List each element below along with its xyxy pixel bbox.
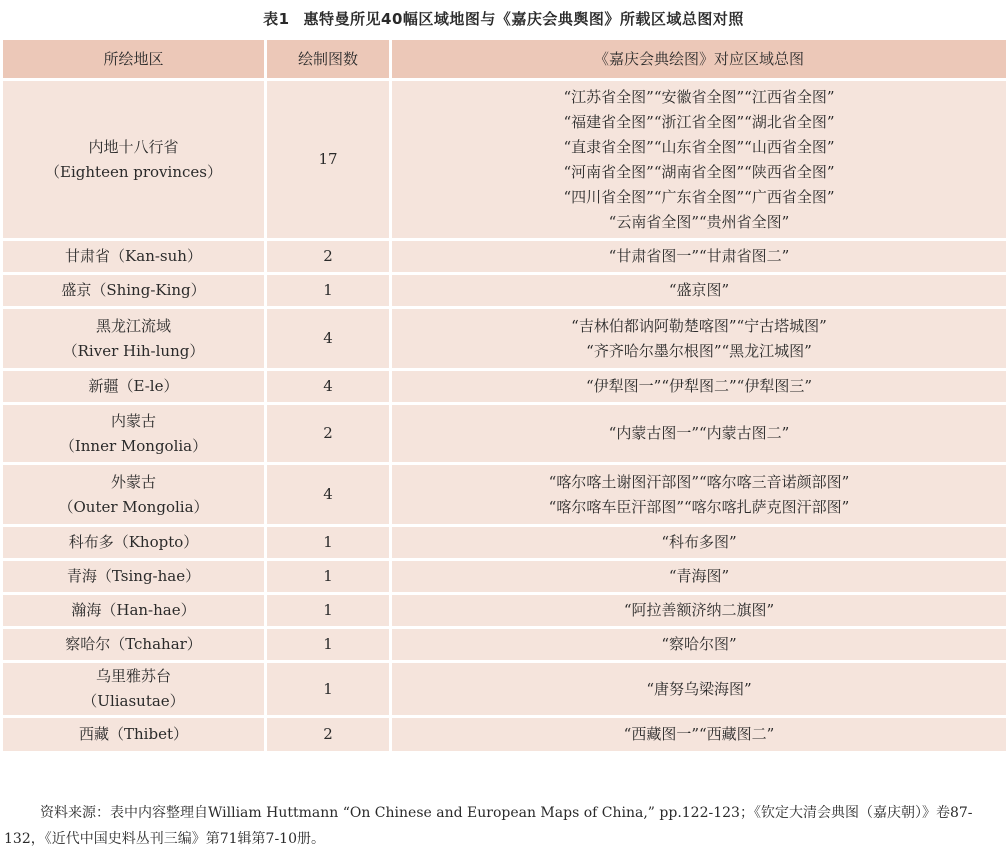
region-cell <box>3 309 267 371</box>
map-count-cell: 1 <box>267 275 392 309</box>
maps-cell <box>392 405 1006 465</box>
table-caption-label: 表1 <box>263 10 290 28</box>
table-row <box>3 275 1006 309</box>
map-title-line: “唐努乌梁海图” <box>646 679 752 698</box>
map-title-line: “青海图” <box>668 567 730 585</box>
map-count-cell: 4 <box>267 371 392 405</box>
maps-cell <box>392 309 1006 371</box>
region-text: 科布多（Khopto） <box>68 533 199 551</box>
region-cell <box>3 527 267 561</box>
header-region: 所绘地区 <box>3 40 267 81</box>
map-title-line: “江苏省全图”“安徽省全图”“江西省全图” <box>563 87 835 106</box>
region-text: （Outer Mongolia） <box>58 497 209 516</box>
map-title-line: “齐齐哈尔墨尔根图”“黑龙江城图” <box>586 341 812 360</box>
comparison-table <box>3 40 1006 754</box>
table-row <box>3 81 1006 241</box>
map-title-line: “河南省全图”“湖南省全图”“陕西省全图” <box>563 162 835 181</box>
region-text: 内蒙古 <box>110 411 156 430</box>
map-count-cell: 2 <box>267 405 392 465</box>
maps-cell <box>392 527 1006 561</box>
region-cell <box>3 241 267 275</box>
map-title-line: “察哈尔图” <box>661 635 737 653</box>
table-row <box>3 465 1006 527</box>
region-cell <box>3 465 267 527</box>
region-cell <box>3 405 267 465</box>
maps-cell <box>392 465 1006 527</box>
header-count: 绘制图数 <box>267 40 392 81</box>
map-title-line: “内蒙古图一”“内蒙古图二” <box>608 424 790 442</box>
table-row <box>3 309 1006 371</box>
table-row <box>3 595 1006 629</box>
region-cell <box>3 275 267 309</box>
table-row <box>3 405 1006 465</box>
map-count-cell: 1 <box>267 561 392 595</box>
region-text: 外蒙古 <box>110 472 156 491</box>
table-row <box>3 629 1006 663</box>
region-text: 黑龙江流域 <box>95 316 171 335</box>
map-title-line: “盛京图” <box>668 281 730 299</box>
map-title-line: “喀尔喀土谢图汗部图”“喀尔喀三音诺颜部图” <box>548 472 850 491</box>
region-text: 西藏（Thibet） <box>79 725 188 743</box>
table-caption <box>0 8 1007 29</box>
map-count-cell: 4 <box>267 465 392 527</box>
table-row <box>3 718 1006 754</box>
map-title-line: “吉林伯都讷阿勒楚喀图”“宁古塔城图” <box>571 316 827 335</box>
maps-cell <box>392 629 1006 663</box>
table-row <box>3 561 1006 595</box>
table-row <box>3 241 1006 275</box>
table-row <box>3 371 1006 405</box>
table-body <box>3 81 1006 754</box>
map-title-line: “福建省全图”“浙江省全图”“湖北省全图” <box>563 112 835 131</box>
map-count-cell: 1 <box>267 629 392 663</box>
region-cell <box>3 81 267 241</box>
header-maps: 《嘉庆会典绘图》对应区域总图 <box>392 40 1006 81</box>
table-row <box>3 527 1006 561</box>
map-title-line: “伊犁图一”“伊犁图二”“伊犁图三” <box>585 377 812 395</box>
map-count-cell: 1 <box>267 527 392 561</box>
map-count-cell: 4 <box>267 309 392 371</box>
region-text: 新疆（E-le） <box>88 377 179 395</box>
map-title-line: “喀尔喀车臣汗部图”“喀尔喀扎萨克图汗部图” <box>548 497 850 516</box>
region-text: 察哈尔（Tchahar） <box>65 635 202 653</box>
map-count-cell: 2 <box>267 718 392 754</box>
map-title-line: “西藏图一”“西藏图二” <box>623 725 775 743</box>
region-cell <box>3 629 267 663</box>
region-cell <box>3 561 267 595</box>
map-title-line: “阿拉善额济纳二旗图” <box>623 601 775 619</box>
table-row <box>3 663 1006 718</box>
region-text: （Inner Mongolia） <box>59 436 208 455</box>
region-cell <box>3 663 267 718</box>
table-caption-title: 惠特曼所见40幅区域地图与《嘉庆会典舆图》所载区域总图对照 <box>303 10 744 28</box>
map-title-line: “甘肃省图一”“甘肃省图二” <box>608 247 790 265</box>
region-cell <box>3 371 267 405</box>
region-text: （Uliasutae） <box>82 692 185 710</box>
region-cell <box>3 718 267 754</box>
map-count-cell: 1 <box>267 663 392 718</box>
maps-cell <box>392 371 1006 405</box>
maps-cell <box>392 663 1006 718</box>
region-text: 青海（Tsing-hae） <box>66 567 201 585</box>
region-text: 盛京（Shing-King） <box>61 281 206 299</box>
region-text: （Eighteen provinces） <box>45 162 222 181</box>
maps-cell <box>392 275 1006 309</box>
map-count-cell: 17 <box>267 81 392 241</box>
maps-cell <box>392 718 1006 754</box>
map-title-line: “云南省全图”“贵州省全图” <box>608 212 790 231</box>
region-text: 内地十八行省 <box>88 137 179 156</box>
maps-cell <box>392 561 1006 595</box>
region-text: 乌里雅苏台 <box>95 667 171 685</box>
source-note: 资料来源：表中内容整理自William Huttmann “On Chinese and European Maps of China,” pp.122-123；《钦定大清会典图（嘉庆朝）》卷87-132，《近代中国史料丛刊三编》第71辑第7-10册。 <box>4 805 973 847</box>
map-count-cell: 1 <box>267 595 392 629</box>
map-title-line: “直隶省全图”“山东省全图”“山西省全图” <box>563 137 835 156</box>
region-cell <box>3 595 267 629</box>
map-title-line: “四川省全图”“广东省全图”“广西省全图” <box>563 187 835 206</box>
maps-cell <box>392 81 1006 241</box>
region-text: （River Hih-lung） <box>62 341 205 360</box>
map-count-cell: 2 <box>267 241 392 275</box>
region-text: 瀚海（Han-hae） <box>71 601 196 619</box>
region-text: 甘肃省（Kan-suh） <box>65 247 202 265</box>
maps-cell <box>392 595 1006 629</box>
table-header-row <box>3 40 1006 81</box>
map-title-line: “科布多图” <box>661 533 737 551</box>
maps-cell <box>392 241 1006 275</box>
